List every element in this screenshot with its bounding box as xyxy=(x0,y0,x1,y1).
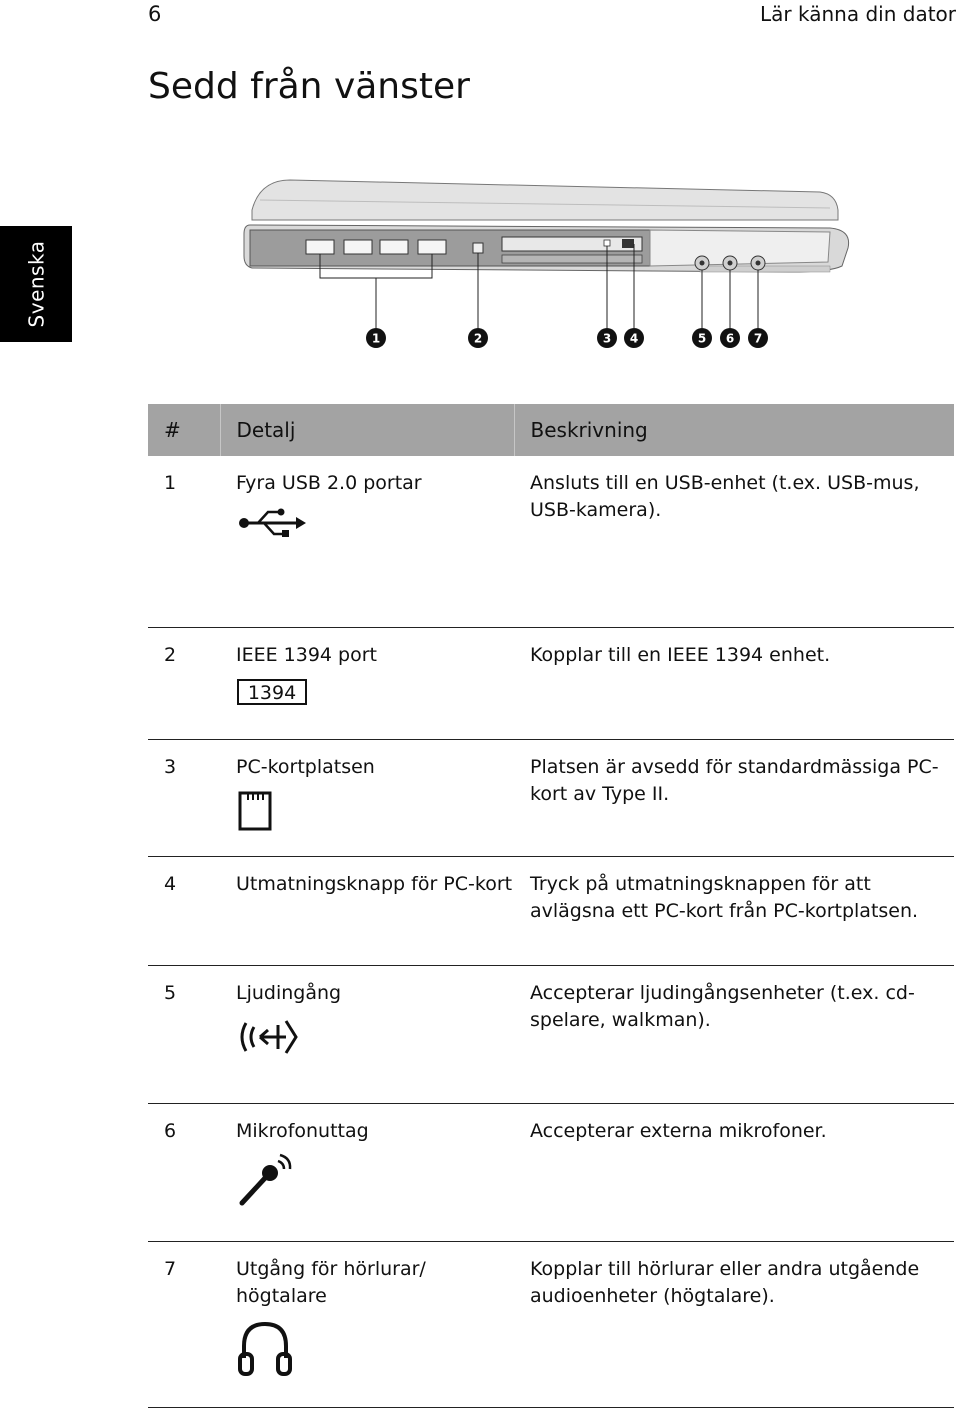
table-row xyxy=(148,627,954,739)
callout-4 xyxy=(624,328,644,348)
svg-text:5: 5 xyxy=(697,331,707,346)
row-num: 3 xyxy=(148,739,220,856)
table-row xyxy=(148,456,954,627)
row-detail: Utmatningsknapp för PC-kort xyxy=(220,856,514,965)
svg-text:7: 7 xyxy=(753,331,763,346)
table-row xyxy=(148,1241,954,1407)
header-description: Beskrivning xyxy=(514,404,954,456)
table-header-row xyxy=(148,404,954,456)
line-in-icon xyxy=(236,1015,300,1059)
row-num: 6 xyxy=(148,1103,220,1241)
row-description: Ansluts till en USB-enhet (t.ex. USB-mus, USB-kamera). xyxy=(514,456,954,627)
row-detail-cell xyxy=(220,1241,514,1407)
port-spec-table xyxy=(148,404,954,1408)
header-num: # xyxy=(148,404,220,456)
callout-6 xyxy=(720,328,740,348)
row-description: Kopplar till en IEEE 1394 enhet. xyxy=(514,627,954,739)
callout-5 xyxy=(692,328,712,348)
table-row xyxy=(148,1103,954,1241)
row-detail-cell xyxy=(220,627,514,739)
row-detail: IEEE 1394 port xyxy=(236,643,377,666)
svg-text:3: 3 xyxy=(602,331,612,346)
row-num: 4 xyxy=(148,856,220,965)
callout-2 xyxy=(468,328,488,348)
ieee1394-icon xyxy=(236,677,310,707)
svg-text:1: 1 xyxy=(371,331,381,346)
row-description: Accepterar ljudingångsenheter (t.ex. cd-spelare, walkman). xyxy=(514,965,954,1103)
row-description: Platsen är avsedd för standardmässiga PC-kort av Type II. xyxy=(514,739,954,856)
callout-1 xyxy=(366,328,386,348)
row-detail-cell xyxy=(220,1103,514,1241)
row-detail: Fyra USB 2.0 portar xyxy=(236,472,422,494)
row-detail: PC-kortplatsen xyxy=(236,755,375,778)
header-detail: Detalj xyxy=(220,404,514,456)
page-number: 6 xyxy=(148,2,162,26)
table-row xyxy=(148,965,954,1103)
table-row xyxy=(148,739,954,856)
row-description: Accepterar externa mikrofoner. xyxy=(514,1103,954,1241)
row-description: Kopplar till hörlurar eller andra utgående audioenheter (högtalare). xyxy=(514,1241,954,1407)
row-detail: Mikrofonuttag xyxy=(236,1119,369,1142)
language-tab xyxy=(0,226,72,342)
svg-text:1394: 1394 xyxy=(247,681,297,704)
table-row xyxy=(148,856,954,965)
pc-card-icon xyxy=(236,789,276,833)
running-head: Lär känna din dator xyxy=(760,2,956,26)
row-detail-cell xyxy=(220,739,514,856)
callout-3 xyxy=(597,328,617,348)
language-tab-label: Svenska xyxy=(24,240,49,328)
section-title: Sedd från vänster xyxy=(148,66,470,107)
row-detail: Utgång för hörlurar/ högtalare xyxy=(236,1257,426,1307)
row-detail: Ljudingång xyxy=(236,981,342,1004)
row-num: 5 xyxy=(148,965,220,1103)
row-num: 7 xyxy=(148,1241,220,1407)
row-num: 1 xyxy=(148,456,220,627)
row-detail-cell xyxy=(220,965,514,1103)
usb-icon xyxy=(236,505,308,539)
microphone-icon xyxy=(236,1153,296,1209)
row-detail-cell xyxy=(220,456,514,627)
headphones-icon xyxy=(236,1318,294,1378)
svg-text:6: 6 xyxy=(725,331,735,346)
callout-7 xyxy=(748,328,768,348)
row-description: Tryck på utmatningsknappen för att avlägsna ett PC-kort från PC-kortplatsen. xyxy=(514,856,954,965)
svg-text:4: 4 xyxy=(629,331,639,346)
svg-text:2: 2 xyxy=(473,331,483,346)
row-num: 2 xyxy=(148,627,220,739)
laptop-left-side-illustration xyxy=(230,170,850,360)
